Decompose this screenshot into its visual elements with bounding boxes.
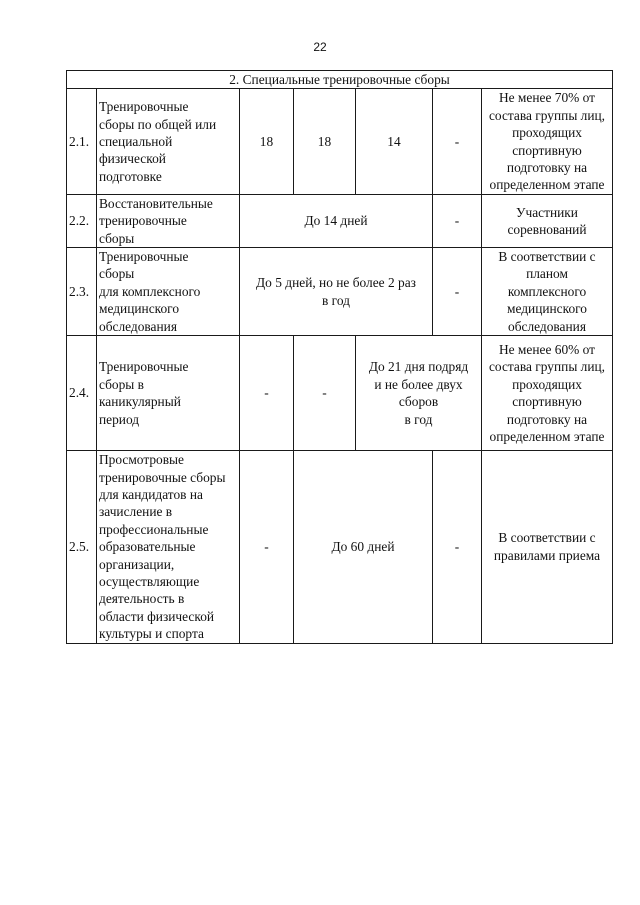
text-line: Тренировочные [99,359,189,375]
value-cell: 18 [294,89,356,194]
text-line: профессиональные [99,521,209,537]
text-line: определенном этапе [489,428,605,444]
table-row [67,89,613,194]
value-cell: - [433,248,482,336]
text-line: зачисление в [99,504,173,520]
text-line: осуществляющие [99,573,200,589]
text-line: в год [322,292,350,308]
text-line: состава группы лиц, [488,107,606,123]
text-line: для комплексного [99,283,201,299]
text-line: сборов [398,394,439,410]
value-cell: - [433,89,482,194]
row-number: 2.1. [67,89,97,194]
note-cell [482,89,613,194]
text-line: области физической [99,608,215,624]
section-title: 2. Специальные тренировочные сборы [67,71,613,89]
duration-cell: До 60 дней [294,451,433,643]
text-line: До 5 дней, но не более 2 раз [256,275,416,291]
note-cell [482,336,613,451]
value-cell: - [240,451,294,643]
camp-name [97,194,240,247]
text-line: тренировочные сборы [99,469,226,485]
text-line: и не более двух [374,376,463,392]
text-line: Не менее 70% от [498,90,596,106]
value-cell: - [433,194,482,247]
note-cell [482,451,613,643]
value-cell: 14 [356,89,433,194]
text-line: Участники [516,204,578,220]
camp-name [97,89,240,194]
text-line: состава группы лиц, [488,359,606,375]
text-line: проходящих [512,376,582,392]
page-number: 22 [313,40,327,54]
text-line: комплексного [507,283,587,299]
text-line: специальной [99,133,173,149]
training-camps-table [66,70,613,644]
text-line: Просмотровые [99,452,184,468]
text-line: В соответствии с [498,530,596,546]
text-line: Восстановительные [99,195,213,211]
note-cell [482,194,613,247]
table-row [67,248,613,336]
text-line: спортивную [512,394,582,410]
text-line: Тренировочные [99,249,189,265]
text-line: До 21 дня подряд [368,359,469,375]
text-line: правилами приема [493,547,601,563]
section-header-row [67,71,613,89]
table-row [67,194,613,247]
value-cell: 18 [240,89,294,194]
text-line: медицинского [99,301,180,317]
text-line: обследования [99,318,177,334]
row-number: 2.4. [67,336,97,451]
text-line: сборы [99,230,135,246]
text-line: сборы в [99,376,144,392]
text-line: тренировочные [99,213,187,229]
text-line: определенном этапе [489,177,605,193]
text-line: образовательные [99,539,196,555]
text-line: организации, [99,556,175,572]
text-line: период [99,411,140,427]
note-cell [482,248,613,336]
text-line: культуры и спорта [99,626,204,642]
text-line: подготовку на [506,160,588,176]
duration-cell [240,248,433,336]
row-number: 2.3. [67,248,97,336]
duration-cell [356,336,482,451]
text-line: спортивную [512,142,582,158]
value-cell: - [294,336,356,451]
value-cell: - [433,451,482,643]
text-line: проходящих [512,125,582,141]
text-line: сборы по общей или [99,116,217,132]
text-line: каникулярный [99,394,181,410]
text-line: подготовке [99,168,162,184]
text-line: Не менее 60% от [498,341,596,357]
table-row [67,451,613,643]
text-line: обследования [508,318,586,334]
text-line: подготовку на [506,411,588,427]
table-row [67,336,613,451]
text-line: сборы [99,266,135,282]
row-number: 2.5. [67,451,97,643]
text-line: В соответствии с [498,249,596,265]
text-line: физической [99,151,166,167]
text-line: для кандидатов на [99,486,203,502]
row-number: 2.2. [67,194,97,247]
text-line: в год [404,411,433,427]
text-line: планом [526,266,568,282]
text-line: соревнований [507,221,587,237]
text-line: Тренировочные [99,99,189,115]
text-line: деятельность в [99,591,185,607]
camp-name [97,336,240,451]
camp-name [97,248,240,336]
camp-name [97,451,240,643]
duration-cell: До 14 дней [240,194,433,247]
text-line: медицинского [506,301,588,317]
value-cell: - [240,336,294,451]
